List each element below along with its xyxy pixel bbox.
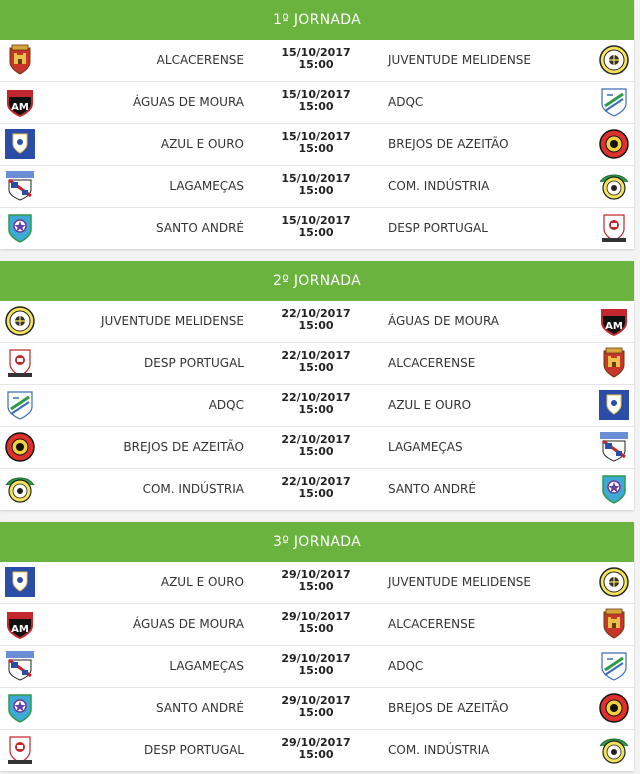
svg-text:AM: AM — [11, 102, 29, 113]
match-datetime — [266, 308, 366, 332]
match-row[interactable] — [0, 469, 634, 510]
home-team: LAGAMEÇAS — [169, 659, 244, 673]
lagamecas-crest-icon — [4, 170, 36, 202]
match-date: 15/10/2017 — [281, 88, 351, 101]
away-team: SANTO ANDRÉ — [388, 482, 476, 496]
home-team: SANTO ANDRÉ — [156, 221, 244, 235]
match-time: 15:00 — [298, 319, 334, 332]
match-time: 15:00 — [298, 403, 334, 416]
round-panel — [0, 522, 634, 771]
lagamecas-crest-icon — [598, 431, 630, 463]
santo-andre-crest-icon — [4, 692, 36, 724]
santo-andre-crest-icon — [598, 473, 630, 505]
match-row[interactable] — [0, 208, 634, 249]
match-datetime — [266, 350, 366, 374]
match-time: 15:00 — [298, 445, 334, 458]
home-team: AZUL E OURO — [160, 575, 244, 589]
aguas-de-moura-crest-icon — [598, 305, 630, 337]
home-team: AZUL E OURO — [160, 137, 244, 151]
match-date: 22/10/2017 — [281, 391, 351, 404]
away-team: JUVENTUDE MELIDENSE — [388, 53, 531, 67]
match-datetime — [266, 476, 366, 500]
brejos-de-azeitao-crest-icon — [598, 128, 630, 160]
home-team: ALCACERENSE — [156, 53, 244, 67]
match-row[interactable] — [0, 82, 634, 124]
match-date: 29/10/2017 — [281, 694, 351, 707]
home-team: DESP PORTUGAL — [144, 743, 244, 757]
away-team: COM. INDÚSTRIA — [388, 179, 490, 193]
home-team: ÁGUAS DE MOURA — [133, 95, 244, 109]
match-row[interactable] — [0, 427, 634, 469]
match-datetime — [266, 695, 366, 719]
match-date: 15/10/2017 — [281, 130, 351, 143]
away-team: BREJOS DE AZEITÃO — [388, 701, 509, 715]
match-time: 15:00 — [298, 361, 334, 374]
adqc-crest-icon — [4, 389, 36, 421]
match-date: 15/10/2017 — [281, 46, 351, 59]
away-team: ALCACERENSE — [388, 617, 476, 631]
match-datetime — [266, 392, 366, 416]
away-team: ALCACERENSE — [388, 356, 476, 370]
juventude-melidense-crest-icon — [598, 566, 630, 598]
match-date: 15/10/2017 — [281, 172, 351, 185]
match-date: 22/10/2017 — [281, 307, 351, 320]
adqc-crest-icon — [598, 650, 630, 682]
away-team: ADQC — [388, 659, 424, 673]
match-row[interactable] — [0, 688, 634, 730]
match-row[interactable] — [0, 166, 634, 208]
match-row[interactable] — [0, 562, 634, 604]
match-time: 15:00 — [298, 622, 334, 635]
desp-portugal-crest-icon — [4, 734, 36, 766]
adqc-crest-icon — [598, 86, 630, 118]
away-team: ÁGUAS DE MOURA — [388, 314, 499, 328]
match-datetime — [266, 611, 366, 635]
match-datetime — [266, 569, 366, 593]
azul-e-ouro-crest-icon — [4, 566, 36, 598]
match-time: 15:00 — [298, 664, 334, 677]
round-panel — [0, 0, 634, 249]
match-time: 15:00 — [298, 58, 334, 71]
match-date: 22/10/2017 — [281, 349, 351, 362]
match-datetime — [266, 653, 366, 677]
match-time: 15:00 — [298, 706, 334, 719]
home-team: COM. INDÚSTRIA — [142, 482, 244, 496]
home-team: BREJOS DE AZEITÃO — [123, 440, 244, 454]
alcacerense-crest-icon — [598, 608, 630, 640]
match-time: 15:00 — [298, 100, 334, 113]
home-team: JUVENTUDE MELIDENSE — [101, 314, 244, 328]
alcacerense-crest-icon — [598, 347, 630, 379]
home-team: DESP PORTUGAL — [144, 356, 244, 370]
away-team: BREJOS DE AZEITÃO — [388, 137, 509, 151]
com-industria-crest-icon — [598, 734, 630, 766]
round-panel — [0, 261, 634, 510]
match-row[interactable] — [0, 124, 634, 166]
match-datetime — [266, 89, 366, 113]
desp-portugal-crest-icon — [4, 347, 36, 379]
round-title: 2º JORNADA — [0, 261, 634, 301]
match-row[interactable] — [0, 730, 634, 771]
brejos-de-azeitao-crest-icon — [4, 431, 36, 463]
match-date: 29/10/2017 — [281, 610, 351, 623]
home-team: SANTO ANDRÉ — [156, 701, 244, 715]
round-title: 3º JORNADA — [0, 522, 634, 562]
aguas-de-moura-crest-icon — [4, 86, 36, 118]
lagamecas-crest-icon — [4, 650, 36, 682]
match-row[interactable] — [0, 385, 634, 427]
juventude-melidense-crest-icon — [4, 305, 36, 337]
match-datetime — [266, 215, 366, 239]
away-team: JUVENTUDE MELIDENSE — [388, 575, 531, 589]
match-date: 22/10/2017 — [281, 433, 351, 446]
match-datetime — [266, 434, 366, 458]
match-time: 15:00 — [298, 184, 334, 197]
azul-e-ouro-crest-icon — [4, 128, 36, 160]
match-row[interactable] — [0, 301, 634, 343]
round-title: 1º JORNADA — [0, 0, 634, 40]
com-industria-crest-icon — [4, 473, 36, 505]
match-time: 15:00 — [298, 487, 334, 500]
away-team: COM. INDÚSTRIA — [388, 743, 490, 757]
match-date: 15/10/2017 — [281, 214, 351, 227]
match-datetime — [266, 47, 366, 71]
svg-text:AM: AM — [605, 321, 623, 332]
match-row[interactable] — [0, 40, 634, 82]
desp-portugal-crest-icon — [598, 212, 630, 244]
juventude-melidense-crest-icon — [598, 44, 630, 76]
com-industria-crest-icon — [598, 170, 630, 202]
away-team: ADQC — [388, 95, 424, 109]
svg-text:AM: AM — [11, 624, 29, 635]
away-team: DESP PORTUGAL — [388, 221, 488, 235]
match-datetime — [266, 737, 366, 761]
home-team: ÁGUAS DE MOURA — [133, 617, 244, 631]
match-date: 29/10/2017 — [281, 568, 351, 581]
match-datetime — [266, 131, 366, 155]
away-team: LAGAMEÇAS — [388, 440, 463, 454]
match-time: 15:00 — [298, 226, 334, 239]
aguas-de-moura-crest-icon — [4, 608, 36, 640]
brejos-de-azeitao-crest-icon — [598, 692, 630, 724]
home-team: LAGAMEÇAS — [169, 179, 244, 193]
match-row[interactable] — [0, 646, 634, 688]
match-date: 29/10/2017 — [281, 652, 351, 665]
santo-andre-crest-icon — [4, 212, 36, 244]
match-date: 22/10/2017 — [281, 475, 351, 488]
match-row[interactable] — [0, 604, 634, 646]
match-row[interactable] — [0, 343, 634, 385]
away-team: AZUL E OURO — [388, 398, 472, 412]
match-time: 15:00 — [298, 580, 334, 593]
home-team: ADQC — [208, 398, 244, 412]
match-datetime — [266, 173, 366, 197]
match-time: 15:00 — [298, 142, 334, 155]
match-time: 15:00 — [298, 748, 334, 761]
alcacerense-crest-icon — [4, 44, 36, 76]
match-date: 29/10/2017 — [281, 736, 351, 749]
azul-e-ouro-crest-icon — [598, 389, 630, 421]
